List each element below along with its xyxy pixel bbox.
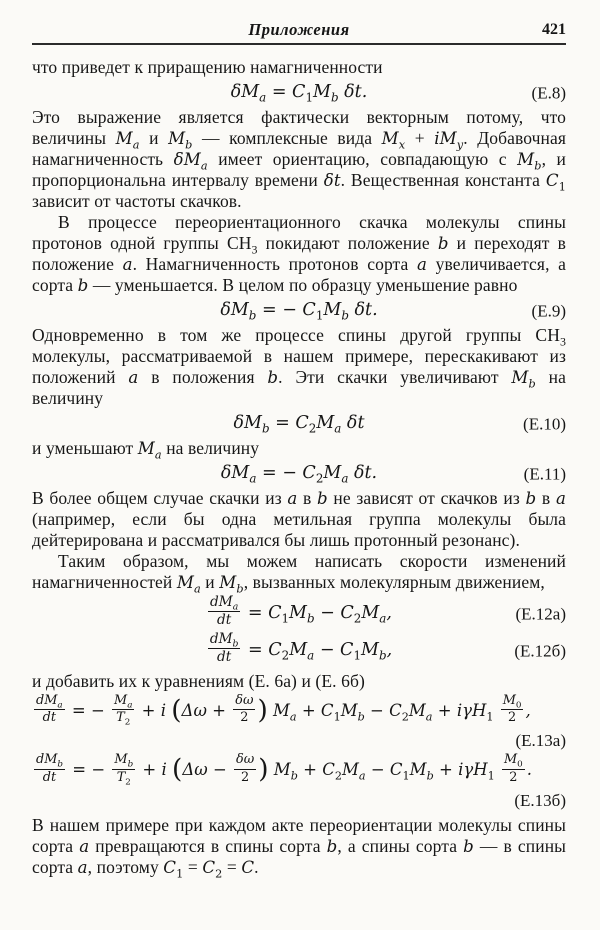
paragraph: и добавить их к уравнениям (Е. 6а) и (Е. 6б) bbox=[32, 671, 365, 692]
equation-label: (Е.8) bbox=[531, 83, 566, 102]
equation bbox=[32, 463, 566, 484]
equation-body: $\frac{dM_a}{dt}$ = $C_1M_b - C_2M_a$, bbox=[210, 594, 392, 629]
paragraph: что приведет к приращению намагниченности bbox=[32, 57, 383, 77]
equation-body: $\delta M_b = C_2M_a$ δt bbox=[233, 413, 365, 436]
running-title: Приложения bbox=[248, 20, 350, 39]
equation bbox=[32, 693, 566, 728]
equation-body: $\frac{dM_a}{dt}$ = − $\frac{M_a}{T_2}$ + i (Δω + $\frac{\delta\omega}{2}$ ) $M_a + C_1M_b - C_2M_a + i\gamma H_1$ $\frac{M_0}{2}$ , bbox=[36, 693, 531, 728]
equation bbox=[32, 594, 566, 630]
page-header bbox=[32, 20, 566, 45]
equation-body: $\delta M_a$ = − $C_2M_a$ δt. bbox=[220, 463, 378, 486]
equation bbox=[32, 82, 566, 103]
equation-body: $\delta M_a = C_1M_b$ δt. bbox=[230, 82, 368, 105]
equation-body: $\frac{dM_b}{dt}$ = − $\frac{M_b}{T_2}$ + i (Δω − $\frac{\delta\omega}{2}$ ) $M_b + C_2M_a - C_1M_b + i\gamma H_1$ $\frac{M_0}{2}$ . bbox=[36, 752, 532, 788]
equation-body: $\frac{dM_b}{dt}$ = $C_2M_a - C_1M_b$, bbox=[209, 631, 393, 666]
page-number: 421 bbox=[542, 21, 566, 38]
equation-label: (Е.13б) bbox=[514, 790, 566, 810]
paragraph: Таким образом, мы можем написать скорости изменений намагниченностей $M_a$ и $M_b$, вызванных молекулярным движением, bbox=[32, 551, 566, 596]
paragraph: В более общем случае скачки из a в b не зависят от скачков из b в a (например, если бы одна метильная группа молекулы была дейтерирована и рассматривался бы лишь протонный резонанс). bbox=[32, 488, 566, 550]
paragraph: В процессе переориентационного скачка молекулы спины протонов одной группы $CH_3$ покидают положение b и переходят в положение a. Намагниченность протонов сорта a увеличивается, а сорта b — уменьшается. В целом по образцу уменьшение равно bbox=[32, 212, 567, 295]
equation-label: (Е.9) bbox=[531, 301, 566, 320]
equation-label: (Е.13а) bbox=[515, 731, 566, 751]
equation-label: (Е.10) bbox=[523, 414, 566, 433]
equation-body: $\delta M_b$ = − $C_1M_b$ δt. bbox=[220, 300, 378, 323]
page-content bbox=[32, 57, 566, 878]
equation-label: (Е.12а) bbox=[515, 604, 566, 624]
equation bbox=[32, 752, 566, 788]
equation bbox=[32, 413, 566, 434]
equation bbox=[32, 631, 566, 667]
equation bbox=[32, 300, 566, 321]
paragraph: Одновременно в том же процессе спины другой группы $CH_3$ молекулы, рассматриваемой в нашем примере, перескакивают из положений a в положения b. Эти скачки увеличивают $M_b$ на величину bbox=[32, 325, 567, 408]
paragraph: Это выражение является фактически векторным потому, что величины $M_a$ и $M_b$ — комплексные вида $M_x + iM_y$. Добавочная намагниченность $\delta M_a$ имеет ориентацию, совпадающую с $M_b$, и пропорциональна интервалу времени δt. Вещественная константа $C_1$ зависит от частоты скачков. bbox=[32, 107, 566, 211]
equation-label: (Е.12б) bbox=[514, 641, 566, 661]
paragraph: и уменьшают $M_a$ на величину bbox=[32, 438, 260, 462]
equation-label: (Е.11) bbox=[523, 464, 566, 483]
paragraph: В нашем примере при каждом акте переориентации молекулы спины сорта a превращаются в спины сорта b, а спины сорта b — в спины сорта a, поэтому $C_1 = C_2 = C$. bbox=[32, 814, 567, 880]
